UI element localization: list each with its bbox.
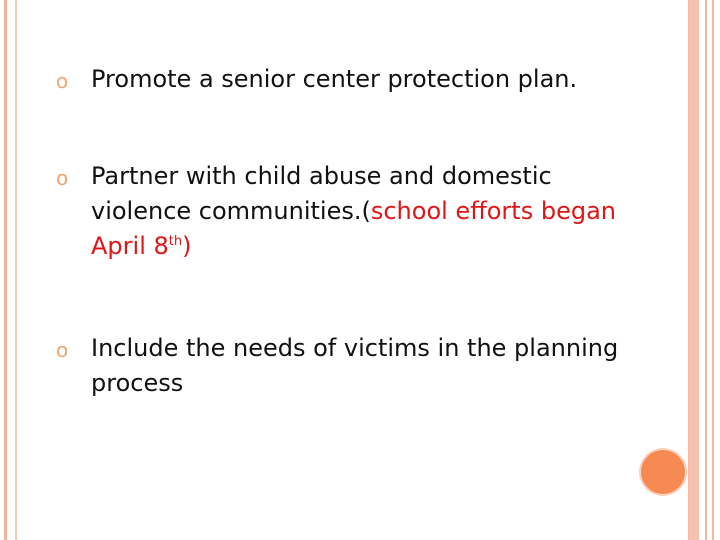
right-frame-band	[689, 0, 699, 540]
bullet-text-1: Promote a senior center protection plan.	[91, 65, 578, 93]
left-decorative-frame	[0, 0, 22, 540]
bullet-text-3: Include the needs of victims in the planning process	[91, 334, 619, 397]
bullet-text-2-highlight: school efforts began April 8	[91, 197, 616, 260]
bullet-item-1	[56, 62, 656, 97]
right-frame-line-c	[705, 0, 707, 540]
bullet-item-3	[56, 331, 656, 401]
left-frame-inner-line	[15, 0, 17, 540]
right-frame-line-d	[712, 0, 714, 540]
decorative-orange-circle	[641, 450, 685, 494]
bullet-text-2-superscript: th	[168, 234, 183, 249]
bullet-item-2	[56, 159, 656, 264]
bullet-marker-icon: o	[56, 166, 69, 190]
bullet-list	[56, 62, 656, 401]
bullet-marker-icon: o	[56, 69, 69, 93]
left-frame-outer-line	[4, 0, 7, 540]
bullet-text-2-main: Partner with child abuse and domestic violence communities.(	[91, 162, 552, 225]
bullet-text-2-closing: )	[182, 232, 192, 260]
bullet-marker-icon: o	[56, 338, 69, 362]
right-decorative-frame	[684, 0, 720, 540]
